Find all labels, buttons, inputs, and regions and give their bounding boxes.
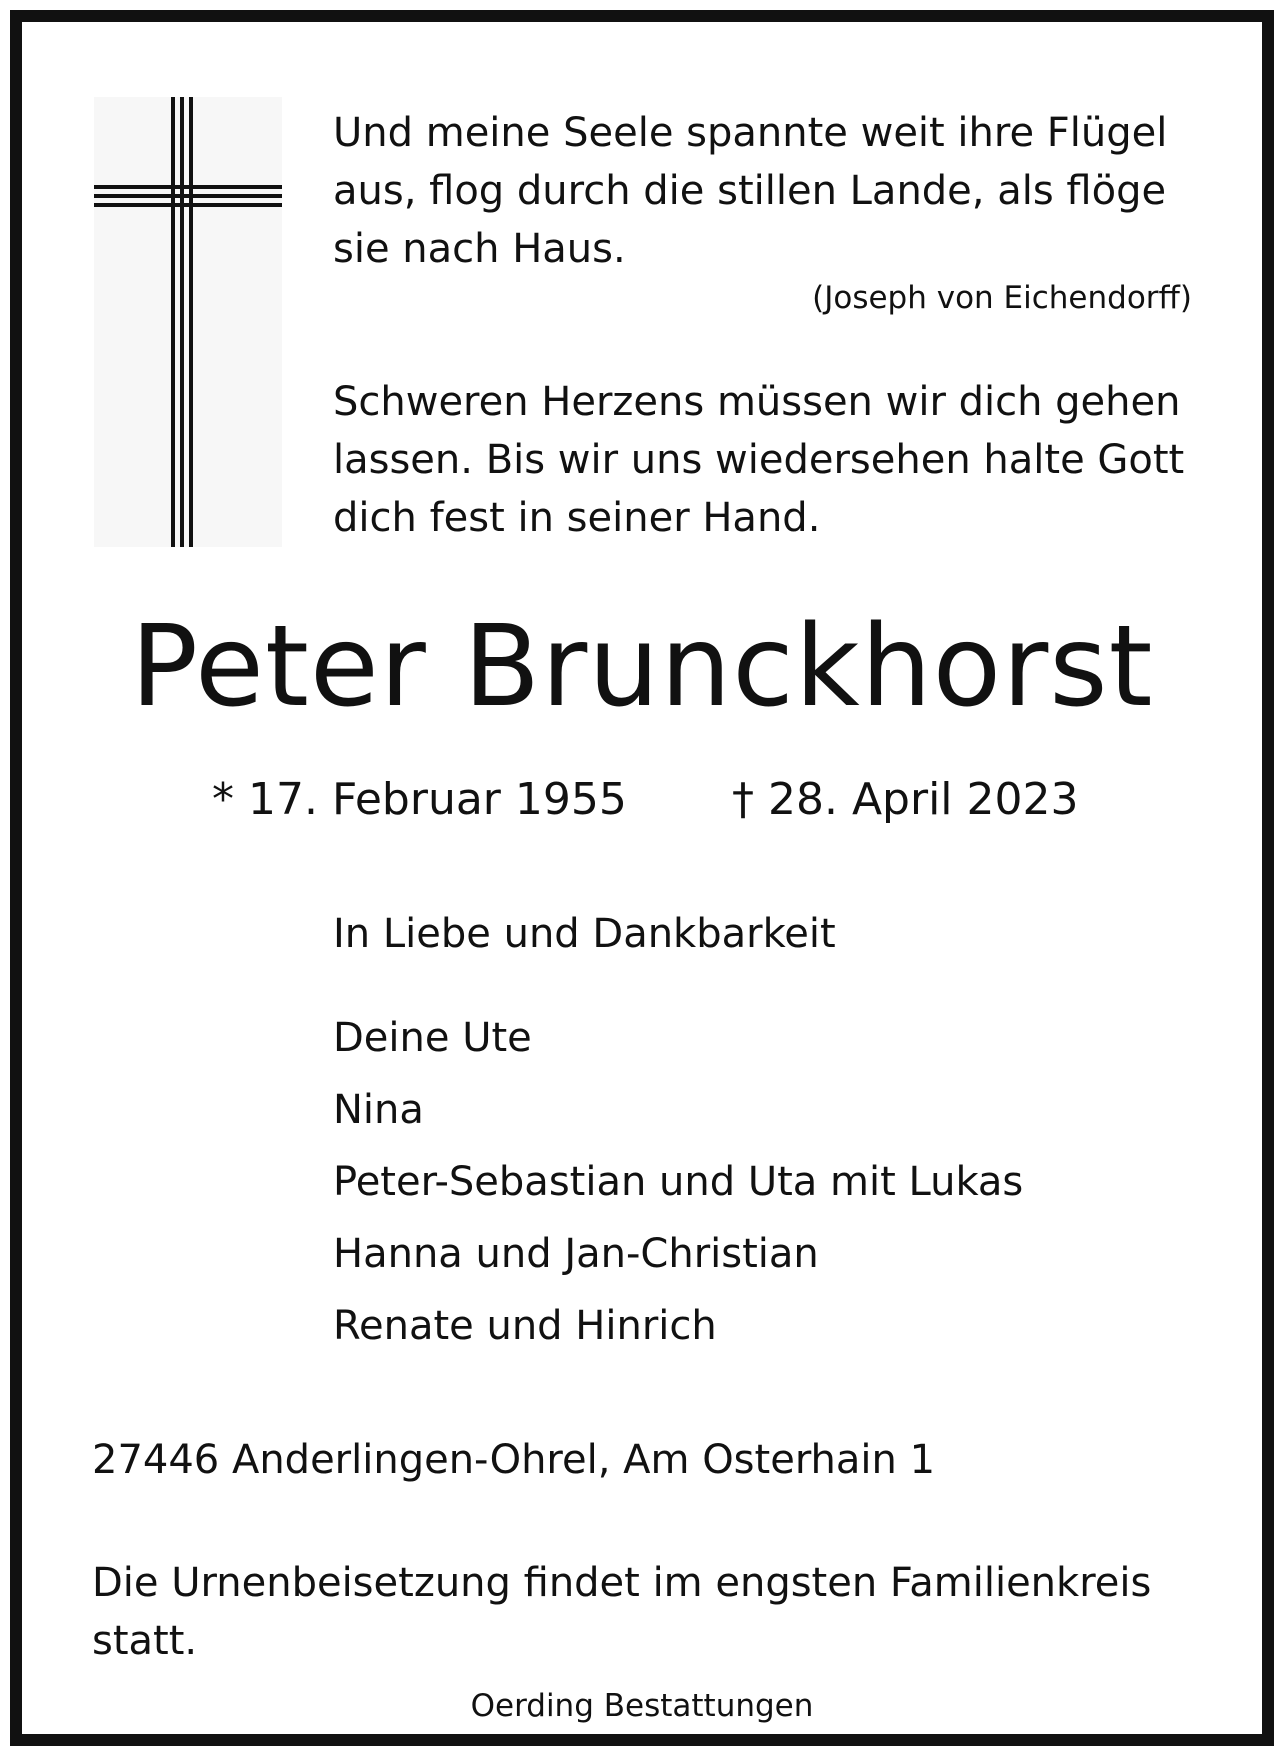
- dedication-text: In Liebe und Dankbarkeit: [333, 911, 836, 957]
- verse-line: aus, flog durch die stillen Lande, als flöge: [333, 168, 1167, 214]
- verse-line: sie nach Haus.: [333, 226, 626, 272]
- mourners-list: [333, 1002, 1023, 1362]
- farewell-text: [333, 373, 1184, 547]
- burial-notice: [92, 1554, 1212, 1670]
- cross-icon: [94, 97, 282, 547]
- address: 27446 Anderlingen-Ohrel, Am Osterhain 1: [92, 1437, 936, 1483]
- notice-line: Die Urnenbeisetzung findet im engsten Familienkreis: [92, 1560, 1152, 1606]
- farewell-line: dich fest in seiner Hand.: [333, 495, 821, 541]
- birth-date: * 17. Februar 1955: [212, 774, 627, 825]
- farewell-line: Schweren Herzens müssen wir dich gehen: [333, 379, 1181, 425]
- notice-line: statt.: [92, 1618, 198, 1664]
- cross-panel: [94, 97, 282, 547]
- verse-line: Und meine Seele spannte weit ihre Flügel: [333, 110, 1168, 156]
- deceased-name: Peter Brunckhorst: [130, 602, 1154, 732]
- death-date: † 28. April 2023: [732, 774, 1079, 825]
- undertaker-name: Oerding Bestattungen: [470, 1688, 814, 1724]
- verse-author: (Joseph von Eichendorff): [812, 280, 1192, 316]
- mourner-item: Deine Ute: [333, 1015, 532, 1061]
- verse-quote: [333, 104, 1233, 278]
- mourner-item: Peter-Sebastian und Uta mit Lukas: [333, 1159, 1024, 1205]
- mourner-item: Nina: [333, 1087, 424, 1133]
- obituary-frame: [10, 10, 1274, 1746]
- mourner-item: Renate und Hinrich: [333, 1303, 717, 1349]
- mourner-item: Hanna und Jan-Christian: [333, 1231, 819, 1277]
- farewell-line: lassen. Bis wir uns wiedersehen halte Gott: [333, 437, 1185, 483]
